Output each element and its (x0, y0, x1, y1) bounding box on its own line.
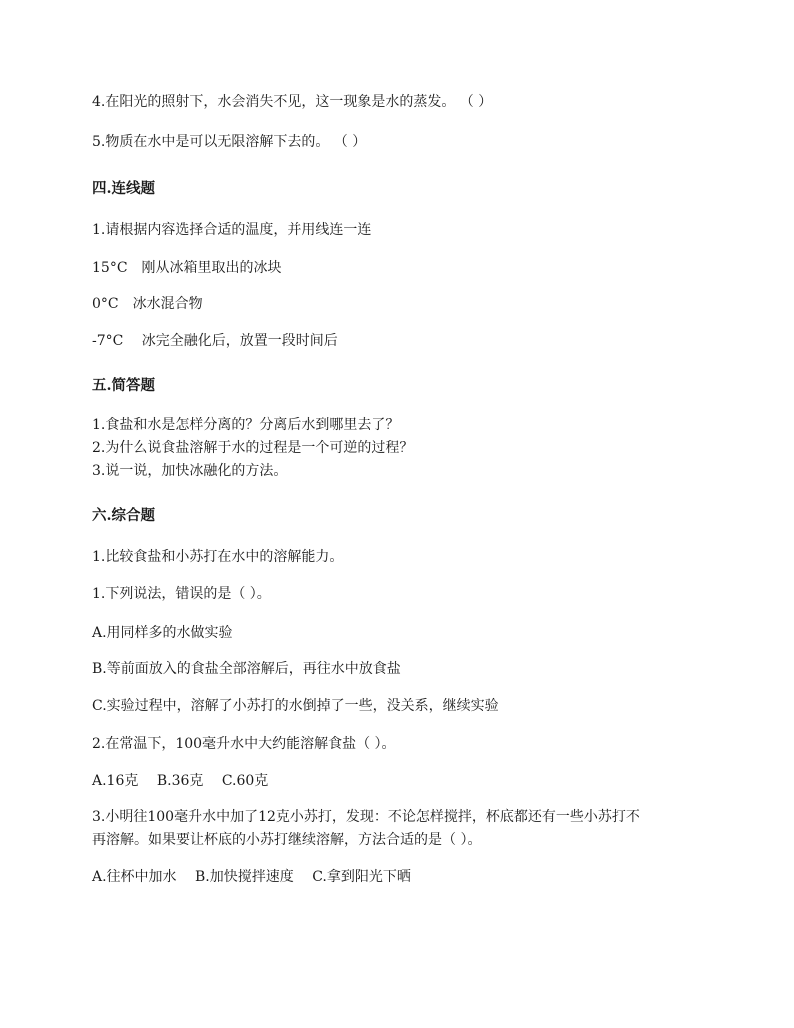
matching-instruction: 1.请根据内容选择合适的温度，并用线连一连 (92, 222, 372, 238)
comprehensive-sub2-options: A.16克 B.36克 C.60克 (92, 773, 269, 789)
short-answer-q2: 2.为什么说食盐溶解于水的过程是一个可逆的过程？ (92, 440, 414, 456)
comprehensive-sub2: 2.在常温下，100毫升水中大约能溶解食盐（ ）。 (92, 736, 396, 752)
question-5-dissolving: 5.物质在水中是可以无限溶解下去的。 （ ） (92, 134, 367, 150)
comprehensive-sub1: 1.下列说法，错误的是（ ）。 (92, 586, 271, 602)
comprehensive-sub3-line1: 3.小明往100毫升水中加了12克小苏打，发现：不论怎样搅拌，杯底都还有一些小苏打不 (92, 809, 640, 825)
matching-row-3: -7°C 冰完全融化后，放置一段时间后 (92, 333, 338, 349)
comprehensive-sub1-option-c: C.实验过程中，溶解了小苏打的水倒掉了一些，没关系，继续实验 (92, 698, 499, 714)
comprehensive-intro: 1.比较食盐和小苏打在水中的溶解能力。 (92, 549, 344, 565)
section-heading-matching: 四.连线题 (92, 180, 156, 197)
short-answer-q1: 1.食盐和水是怎样分离的？分离后水到哪里去了？ (92, 417, 400, 433)
comprehensive-sub1-option-a: A.用同样多的水做实验 (92, 625, 233, 641)
comprehensive-sub3-line2: 再溶解。如果要让杯底的小苏打继续溶解，方法合适的是（ ）。 (92, 832, 482, 848)
matching-row-1: 15°C 刚从冰箱里取出的冰块 (92, 260, 282, 276)
section-heading-short-answer: 五.简答题 (92, 377, 156, 394)
matching-row-2: 0°C 冰水混合物 (92, 296, 203, 312)
question-4-evaporation: 4.在阳光的照射下，水会消失不见，这一现象是水的蒸发。 （ ） (92, 94, 493, 110)
comprehensive-sub1-option-b: B.等前面放入的食盐全部溶解后，再往水中放食盐 (92, 661, 401, 677)
comprehensive-sub3-options: A.往杯中加水 B.加快搅拌速度 C.拿到阳光下晒 (92, 869, 411, 885)
short-answer-q3: 3.说一说，加快冰融化的方法。 (92, 463, 288, 479)
section-heading-comprehensive: 六.综合题 (92, 507, 156, 524)
